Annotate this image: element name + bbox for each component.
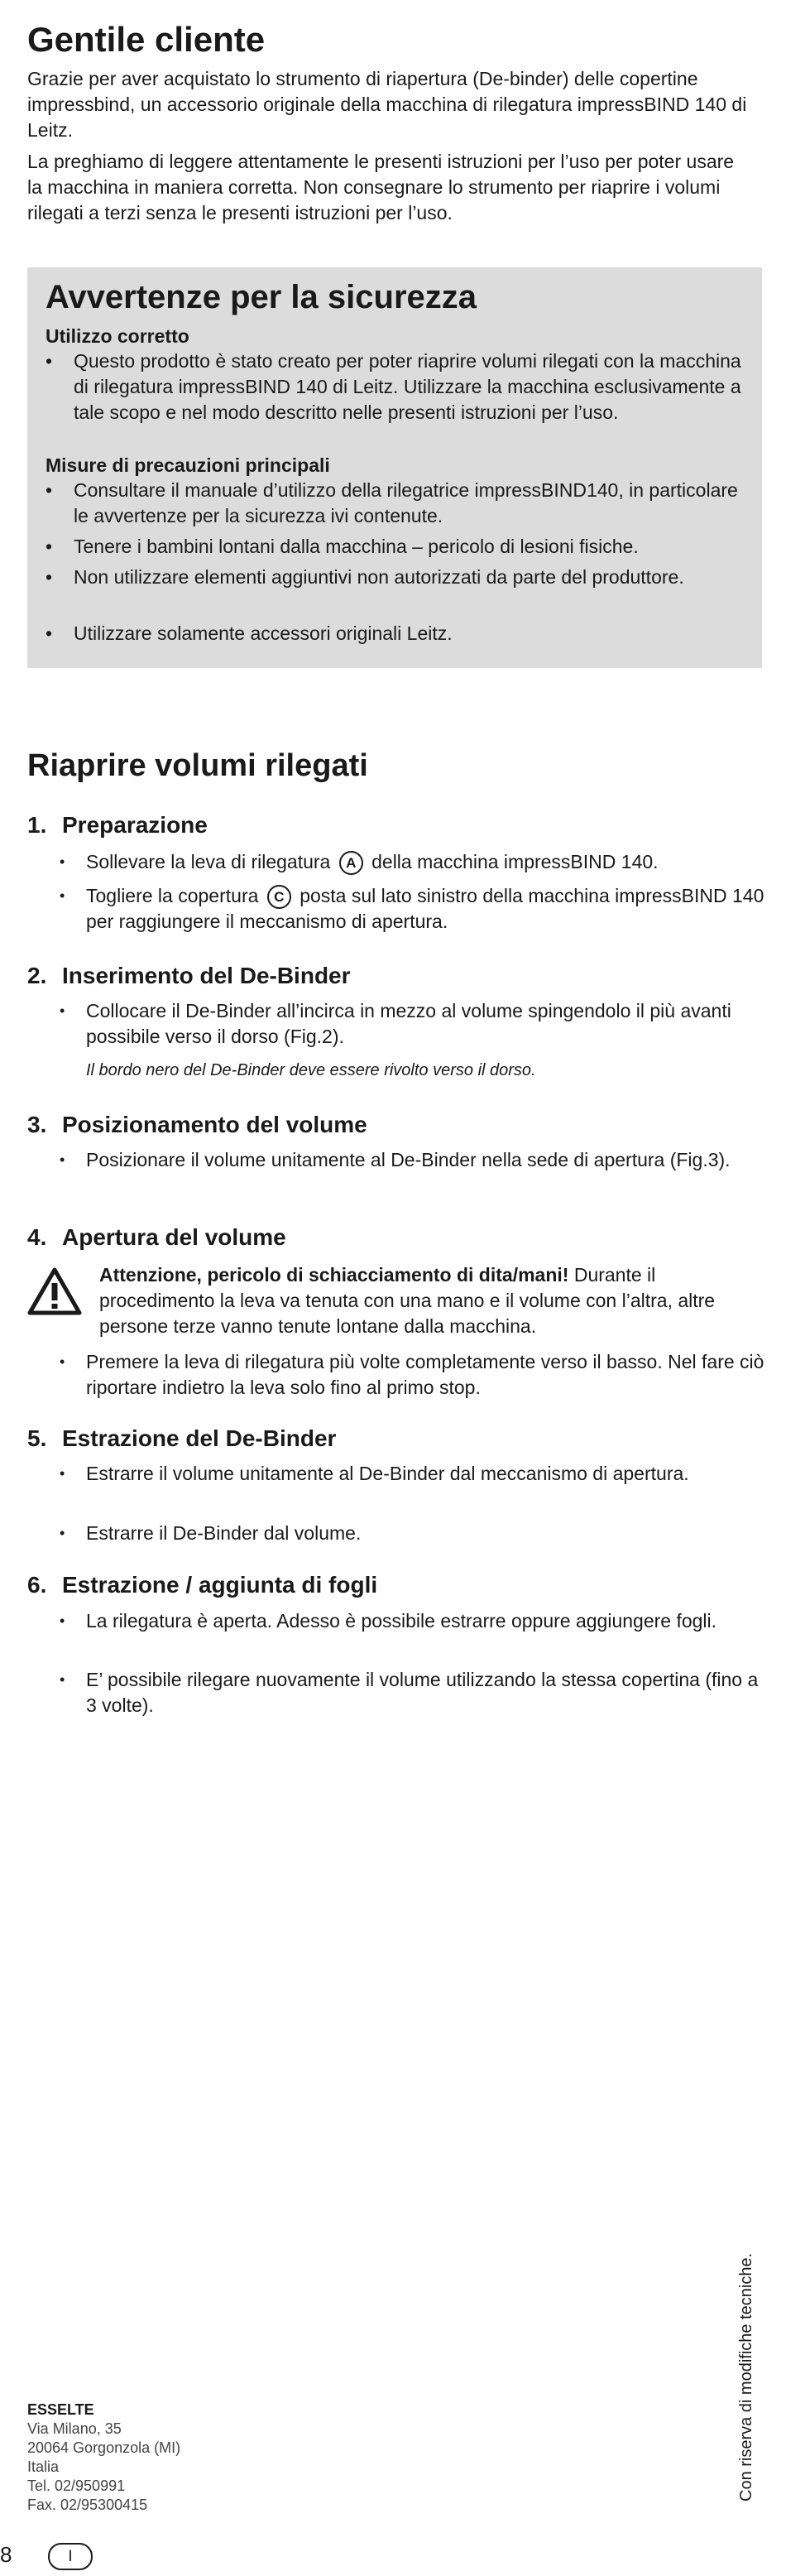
precautions-heading: Misure di precauzioni principali — [46, 454, 330, 476]
step-text: Estrarre il De-Binder dal volume. — [86, 1522, 362, 1544]
bullet: • — [46, 479, 53, 501]
language-badge: I — [48, 2543, 93, 2570]
precaution-item — [46, 565, 745, 590]
step-title: Posizionamento del volume — [62, 1112, 367, 1137]
bullet: • — [46, 350, 53, 372]
company-name: ESSELTE — [27, 2401, 94, 2418]
step-heading — [27, 962, 351, 990]
technical-changes-disclaimer: Con riserva di modifiche tecniche. — [737, 2252, 755, 2502]
precaution-item — [46, 478, 745, 529]
step-item — [60, 849, 771, 875]
part-c-label: C — [267, 885, 291, 909]
step-number: 5. — [27, 1425, 47, 1451]
bullet: • — [60, 1612, 65, 1629]
step-number: 1. — [27, 812, 47, 838]
step-title: Inserimento del De-Binder — [62, 963, 351, 988]
precaution-text: Non utilizzare elementi aggiuntivi non autorizzati da parte del produttore. — [74, 566, 684, 588]
bullet: • — [60, 1002, 65, 1019]
crush-warning — [99, 1262, 761, 1339]
bullet: • — [46, 566, 53, 588]
step-heading — [27, 811, 208, 839]
step-number: 6. — [27, 1572, 47, 1598]
bullet: • — [46, 622, 53, 644]
step-item — [60, 1461, 771, 1487]
step-text: E’ possibile rilegare nuovamente il volume utilizzando la stessa copertina (fino a 3 volte). — [86, 1669, 759, 1716]
precaution-text: Utilizzare solamente accessori originali Leitz. — [74, 622, 453, 644]
step-item — [60, 1608, 771, 1634]
precaution-item — [46, 621, 745, 646]
step-text: posta sul lato sinistro della macchina impressBIND 140 per raggiungere il meccanismo di apertura. — [86, 885, 764, 932]
page-number: 8 — [0, 2542, 12, 2567]
step-item — [60, 1667, 771, 1718]
bullet: • — [60, 1671, 65, 1688]
step-text: della macchina impressBIND 140. — [371, 851, 659, 872]
precaution-text: Tenere i bambini lontani dalla macchina – pericolo di lesioni fisiche. — [74, 536, 639, 557]
step-text: Estrarre il volume unitamente al De-Binder dal meccanismo di apertura. — [86, 1463, 689, 1484]
intro-paragraph-1: Grazie per aver acquistato lo strumento di riapertura (De-binder) delle copertine impressbind, un accessorio originale della macchina di rilegatura impressBIND 140 di Leitz. — [27, 68, 747, 141]
step-note: Il bordo nero del De-Binder deve essere rivolto verso il dorso. — [86, 1061, 536, 1079]
step-text: La rilegatura è aperta. Adesso è possibile estrarre oppure aggiungere fogli. — [86, 1610, 717, 1632]
warning-title: Attenzione, pericolo di schiacciamento di dita/mani! — [99, 1264, 569, 1286]
step-title: Preparazione — [62, 812, 208, 838]
fax-line: Fax. 02/95300415 — [27, 2497, 148, 2513]
step-heading — [27, 1571, 377, 1599]
bullet: • — [60, 1353, 65, 1370]
precaution-text: Consultare il manuale d’utilizzo della rilegatrice impressBIND140, in particolare le avvertenze per la sicurezza ivi contenute. — [74, 479, 738, 526]
bullet: • — [46, 536, 53, 557]
step-text: Sollevare la leva di rilegatura — [86, 851, 331, 872]
bullet: • — [60, 1151, 65, 1168]
step-title: Apertura del volume — [62, 1224, 286, 1250]
warning-text: Durante il procedimento la leva va tenuta con una mano e il volume con l’altra, altre persone terze vanno tenute lontane dalla macchina. — [99, 1264, 716, 1337]
step-item — [60, 883, 771, 935]
step-heading — [27, 1223, 286, 1252]
step-heading — [27, 1425, 336, 1453]
step-number: 4. — [27, 1224, 47, 1250]
page-title: Gentile cliente — [27, 20, 266, 59]
step-text: Premere la leva di rilegatura più volte completamente verso il basso. Nel fare ciò riportare indietro la leva solo fino al primo stop. — [86, 1351, 764, 1398]
address-line: 20064 Gorgonzola (MI) — [27, 2439, 181, 2456]
address-line: Italia — [27, 2458, 60, 2475]
address-line: Via Milano, 35 — [27, 2420, 122, 2437]
bullet: • — [60, 887, 65, 904]
phone-line: Tel. 02/950991 — [27, 2477, 126, 2494]
warning-icon — [27, 1266, 82, 1316]
step-item — [60, 998, 771, 1050]
step-text: Collocare il De-Binder all’incirca in mezzo al volume spingendolo il più avanti possibile verso il dorso (Fig.2). — [86, 1000, 731, 1047]
step-title: Estrazione del De-Binder — [62, 1425, 337, 1451]
step-text: Posizionare il volume unitamente al De-Binder nella sede di apertura (Fig.3). — [86, 1149, 731, 1170]
step-heading — [27, 1111, 367, 1139]
company-address — [27, 2401, 180, 2515]
bullet: • — [60, 853, 65, 870]
step-item — [60, 1147, 771, 1173]
bullet: • — [60, 1465, 65, 1482]
safety-title: Avvertenze per la sicurezza — [46, 279, 477, 315]
safety-box — [27, 267, 762, 668]
step-item — [60, 1521, 771, 1546]
precaution-item — [46, 534, 745, 560]
step-text: Togliere la copertura — [86, 885, 259, 906]
step-number: 2. — [27, 963, 47, 988]
step-number: 3. — [27, 1112, 47, 1137]
bullet: • — [60, 1525, 65, 1541]
intro-paragraph-2: La preghiamo di leggere attentamente le presenti istruzioni per l’uso per poter usare la macchina in maniera corretta. Non consegnare lo strumento per riaprire i volumi rilegati a terzi senza le presenti istruzioni per l’uso. — [27, 151, 735, 223]
correct-use-item — [46, 348, 745, 425]
step-item — [60, 1349, 771, 1401]
step-title: Estrazione / aggiunta di fogli — [62, 1572, 378, 1598]
correct-use-heading: Utilizzo corretto — [46, 325, 189, 347]
section-title: Riaprire volumi rilegati — [27, 748, 368, 783]
correct-use-text: Questo prodotto è stato creato per poter riaprire volumi rilegati con la macchina di rilegatura impressBIND 140 di Leitz. Utilizzare la macchina esclusivamente a tale scopo e nel modo descritto nelle presenti istruzioni per l’uso. — [74, 350, 741, 423]
part-a-label: A — [339, 851, 363, 875]
